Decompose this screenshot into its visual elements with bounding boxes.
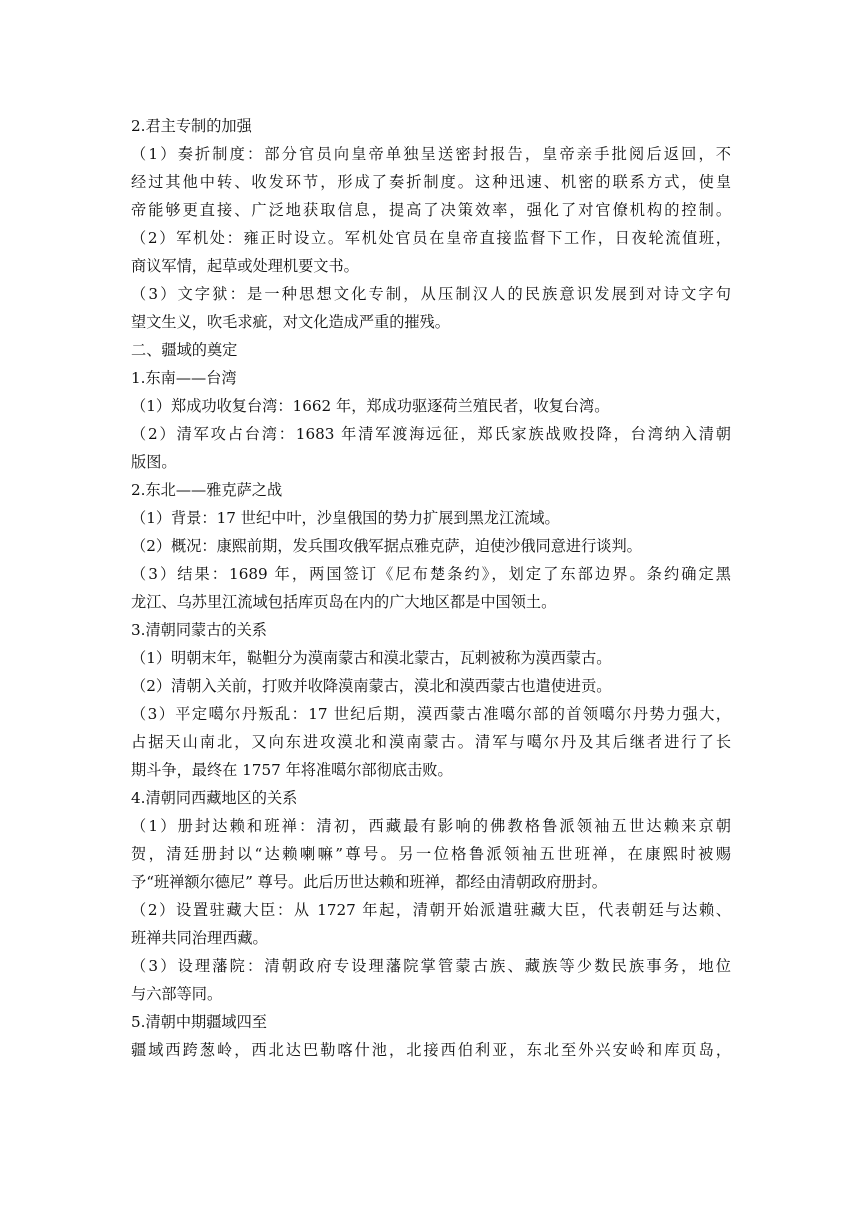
paragraph-line: （3）结果：1689 年，两国签订《尼布楚条约》，划定了东部边界。条约确定黑 (131, 565, 731, 583)
paragraph-line: （2）清军攻占台湾：1683 年清军渡海远征，郑氏家族战败投降，台湾纳入清朝 (131, 425, 731, 443)
paragraph-line: （2）清朝入关前，打败并收降漠南蒙古，漠北和漠西蒙古也遣使进贡。 (131, 677, 612, 695)
section-heading: 2.君主专制的加强 (131, 117, 252, 135)
paragraph-line: （1）奏折制度：部分官员向皇帝单独呈送密封报告，皇帝亲手批阅后返回，不 (131, 145, 731, 163)
paragraph-line: （3）平定噶尔丹叛乱：17 世纪后期，漠西蒙古准噶尔部的首领噶尔丹势力强大， (131, 705, 731, 723)
paragraph-line: （3）文字狱：是一种思想文化专制，从压制汉人的民族意识发展到对诗文字句 (131, 285, 731, 303)
paragraph-line: 疆域西跨葱岭，西北达巴勒喀什池，北接西伯利亚，东北至外兴安岭和库页岛， (131, 1041, 731, 1059)
paragraph-line: （1）册封达赖和班禅：清初，西藏最有影响的佛教格鲁派领袖五世达赖来京朝 (131, 817, 731, 835)
paragraph-line: （1）郑成功收复台湾：1662 年，郑成功驱逐荷兰殖民者，收复台湾。 (131, 397, 610, 415)
paragraph-line: 经过其他中转、收发环节，形成了奏折制度。这种迅速、机密的联系方式，使皇 (131, 173, 731, 191)
paragraph-line: 望文生义，吹毛求疵，对文化造成严重的摧残。 (131, 313, 450, 331)
document-body (131, 112, 731, 1064)
paragraph-line: 商议军情，起草或处理机要文书。 (131, 257, 359, 275)
paragraph-line: 龙江、乌苏里江流域包括库页岛在内的广大地区都是中国领土。 (131, 593, 557, 611)
subsection-heading: 5.清朝中期疆域四至 (131, 1013, 267, 1031)
subsection-heading: 4.清朝同西藏地区的关系 (131, 789, 298, 807)
paragraph-line: （1）背景：17 世纪中叶，沙皇俄国的势力扩展到黑龙江流域。 (131, 509, 560, 527)
subsection-heading: 2.东北——雅克萨之战 (131, 481, 283, 499)
subsection-heading: 1.东南——台湾 (131, 369, 237, 387)
paragraph-line: （2）军机处：雍正时设立。军机处官员在皇帝直接监督下工作，日夜轮流值班， (131, 229, 731, 247)
paragraph-line: 予“班禅额尔德尼” 尊号。此后历世达赖和班禅，都经由清朝政府册封。 (131, 873, 607, 891)
paragraph-line: 版图。 (131, 453, 177, 471)
paragraph-line: 贺，清廷册封以“达赖喇嘛”尊号。另一位格鲁派领袖五世班禅，在康熙时被赐 (131, 845, 731, 863)
paragraph-line: （2）概况：康熙前期，发兵围攻俄军据点雅克萨，迫使沙俄同意进行谈判。 (131, 537, 642, 555)
paragraph-line: 期斗争，最终在 1757 年将准噶尔部彻底击败。 (131, 761, 453, 779)
paragraph-line: （2）设置驻藏大臣：从 1727 年起，清朝开始派遣驻藏大臣，代表朝廷与达赖、 (131, 901, 731, 919)
paragraph-line: 帝能够更直接、广泛地获取信息，提高了决策效率，强化了对官僚机构的控制。 (131, 201, 731, 219)
paragraph-line: （1）明朝末年，鞑靼分为漠南蒙古和漠北蒙古，瓦剌被称为漠西蒙古。 (131, 649, 612, 667)
section-heading: 二、疆域的奠定 (131, 341, 238, 359)
subsection-heading: 3.清朝同蒙古的关系 (131, 621, 267, 639)
paragraph-line: 与六部等同。 (131, 985, 223, 1003)
paragraph-line: 占据天山南北，又向东进攻漠北和漠南蒙古。清军与噶尔丹及其后继者进行了长 (131, 733, 731, 751)
paragraph-line: 班禅共同治理西藏。 (131, 929, 268, 947)
paragraph-line: （3）设理藩院：清朝政府专设理藩院掌管蒙古族、藏族等少数民族事务，地位 (131, 957, 731, 975)
